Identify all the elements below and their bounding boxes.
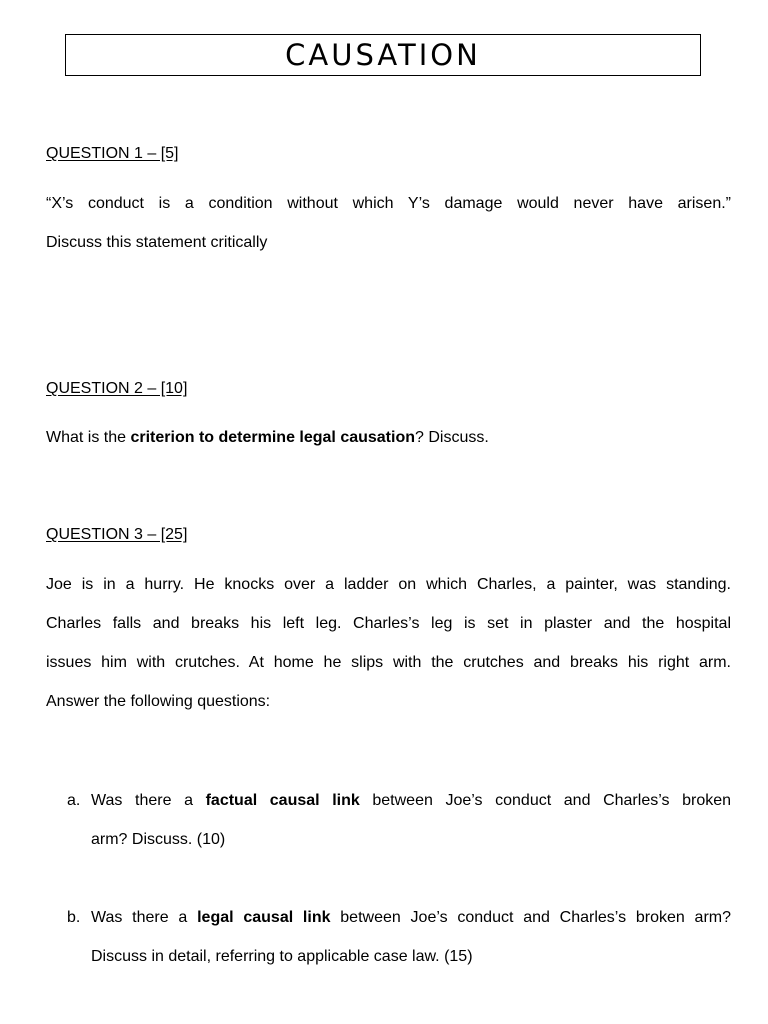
question-2-text-after: ? Discuss.: [415, 429, 489, 446]
question-1-line-2: Discuss this statement critically: [46, 234, 268, 251]
list-item-b: [46, 898, 731, 976]
list-item-a-line-2: arm? Discuss. (10): [91, 831, 226, 848]
title-box: [65, 34, 701, 76]
question-3-line-4: Answer the following questions:: [46, 693, 271, 710]
question-3-line-3: issues him with crutches. At home he slips with the crutches and breaks his right arm.: [46, 654, 731, 671]
question-1-heading: QUESTION 1 – [5]: [46, 145, 179, 162]
list-marker-a: a.: [67, 792, 81, 809]
list-item-b-after: between Joe’s conduct and Charles’s broken arm?: [330, 909, 731, 926]
list-item-a-after: between Joe’s conduct and Charles’s broken: [359, 792, 732, 809]
question-2-text-bold: criterion to determine legal causation: [130, 429, 415, 446]
question-3-line-2: Charles falls and breaks his left leg. Charles’s leg is set in plaster and the hospital: [46, 615, 731, 632]
list-item-a-line-1: [91, 781, 731, 820]
question-3-line-1: Joe is in a hurry. He knocks over a ladder on which Charles, a painter, was standing.: [46, 576, 731, 593]
list-item-b-bold: legal causal link: [197, 909, 331, 926]
list-item-a: [46, 781, 731, 859]
list-item-b-before: Was there a: [91, 909, 198, 926]
list-item-b-line-2: Discuss in detail, referring to applicable case law. (15): [91, 948, 473, 965]
list-item-a-before: Was there a: [91, 792, 206, 809]
list-body-a: [91, 781, 731, 859]
question-2-line: [46, 418, 731, 457]
question-2-text-before: What is the: [46, 429, 131, 446]
list-item-a-bold: factual causal link: [205, 792, 360, 809]
list-item-b-line-1: [91, 898, 731, 937]
page-title: CAUSATION: [285, 37, 481, 72]
question-1-line-1: “X’s conduct is a condition without which Y’s damage would never have arisen.”: [46, 195, 731, 212]
question-3-body: [46, 565, 731, 721]
question-3-heading: QUESTION 3 – [25]: [46, 526, 188, 543]
question-2-heading: QUESTION 2 – [10]: [46, 380, 188, 397]
question-1-body: [46, 184, 731, 262]
list-marker-b: b.: [67, 909, 81, 926]
question-2-body: [46, 418, 731, 457]
list-body-b: [91, 898, 731, 976]
